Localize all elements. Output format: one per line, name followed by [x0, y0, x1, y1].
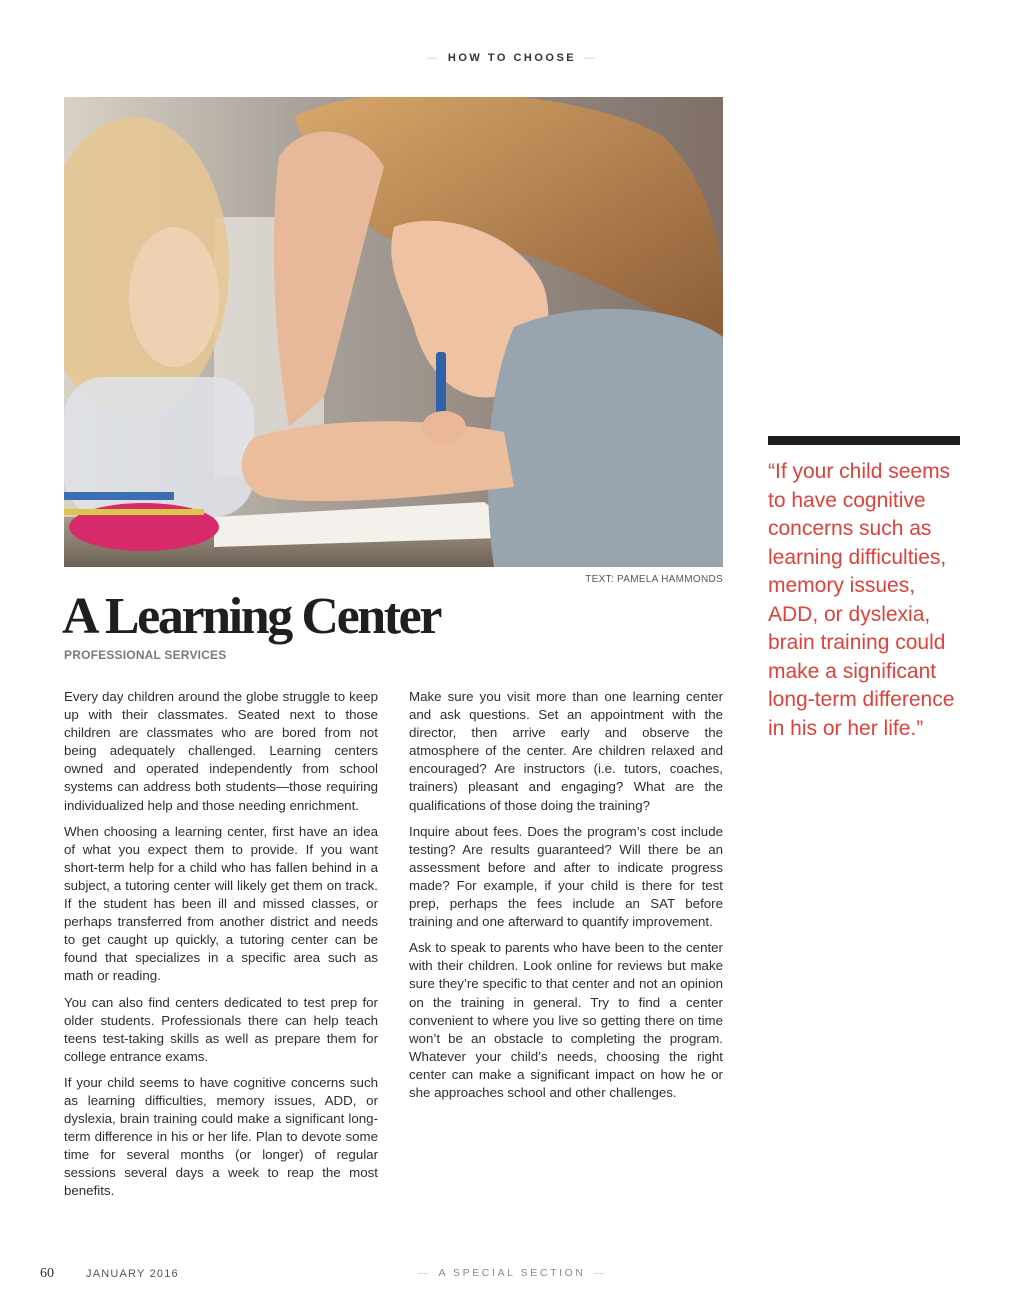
pullquote-rule — [768, 436, 960, 445]
left-column — [64, 688, 378, 1209]
footer-section: — A SPECIAL SECTION — — [417, 1267, 607, 1279]
article-title: A Learning Center — [62, 588, 441, 645]
issue-date: JANUARY 2016 — [86, 1268, 179, 1280]
body-paragraph: Every day children around the globe struggle to keep up with their classmates. Seated next to those children are classmates who are bored from not being adequately challenged. Learning centers owned and operated independently from school systems can address both students—those requiring individualized help and those needing enrichment. — [64, 689, 378, 813]
footer-section-text: A SPECIAL SECTION — [438, 1267, 586, 1279]
body-paragraph: Ask to speak to parents who have been to the center with their children. Look online for reviews but make sure they’re specific to that center and not an opinion on the training in general. Try to find a center convenient to where you live so getting there on time won’t be an obstacle to completing the program. Whatever your child’s needs, choosing the right center can make a significant impact on how he or she approaches school and other challenges. — [409, 940, 723, 1100]
body-paragraph: Make sure you visit more than one learning center and ask questions. Set an appointment with the director, then arrive early and observe the atmosphere of the center. Are children relaxed and encouraged? Are instructors (i.e. tutors, coaches, trainers) pleasant and engaging? What are the qualifications of those doing the training? — [409, 689, 723, 813]
body-paragraph: When choosing a learning center, first have an idea of what you expect them to provide. If you want short-term help for a child who has fallen behind in a subject, a tutoring center will likely get them on track. If the student has been ill and missed classes, or perhaps transferred from another district and needs to get caught up quickly, a tutoring center can be found that specializes in a specific area such as math or reading. — [64, 823, 378, 984]
page-number: 60 — [40, 1266, 54, 1281]
article-kicker: PROFESSIONAL SERVICES — [64, 648, 227, 662]
section-header: — HOW TO CHOOSE — — [426, 52, 598, 64]
right-column — [409, 688, 723, 1110]
pullquote: “If your child seems to have cognitive concerns such as learning difficulties, memory issues, ADD, or dyslexia, brain training could make a significant long-term difference in his or her life.” — [768, 460, 955, 740]
article-photo — [64, 97, 723, 567]
section-label-text: HOW TO CHOOSE — [447, 52, 577, 64]
body-paragraph: You can also find centers dedicated to test prep for older students. Professionals there can help teach teens test-taking skills as well as prepare them for college entrance exams. — [64, 994, 378, 1064]
photo-illustration — [64, 97, 723, 567]
photo-credit: TEXT: PAMELA HAMMONDS — [585, 574, 723, 585]
body-paragraph: Inquire about fees. Does the program’s cost include testing? Are results guaranteed? Will there be an assessment before and after to indicate progress made? For example, if your child is there for test prep, perhaps the fees include an SAT before training and one afterward to quantify improvement. — [409, 823, 723, 930]
body-paragraph: If your child seems to have cognitive concerns such as learning difficulties, memory issues, ADD, or dyslexia, brain training could make a significant long-term difference in his or her life. Plan to devote some time for several months (or longer) of regular sessions several days a week to reap the most benefits. — [64, 1074, 378, 1199]
